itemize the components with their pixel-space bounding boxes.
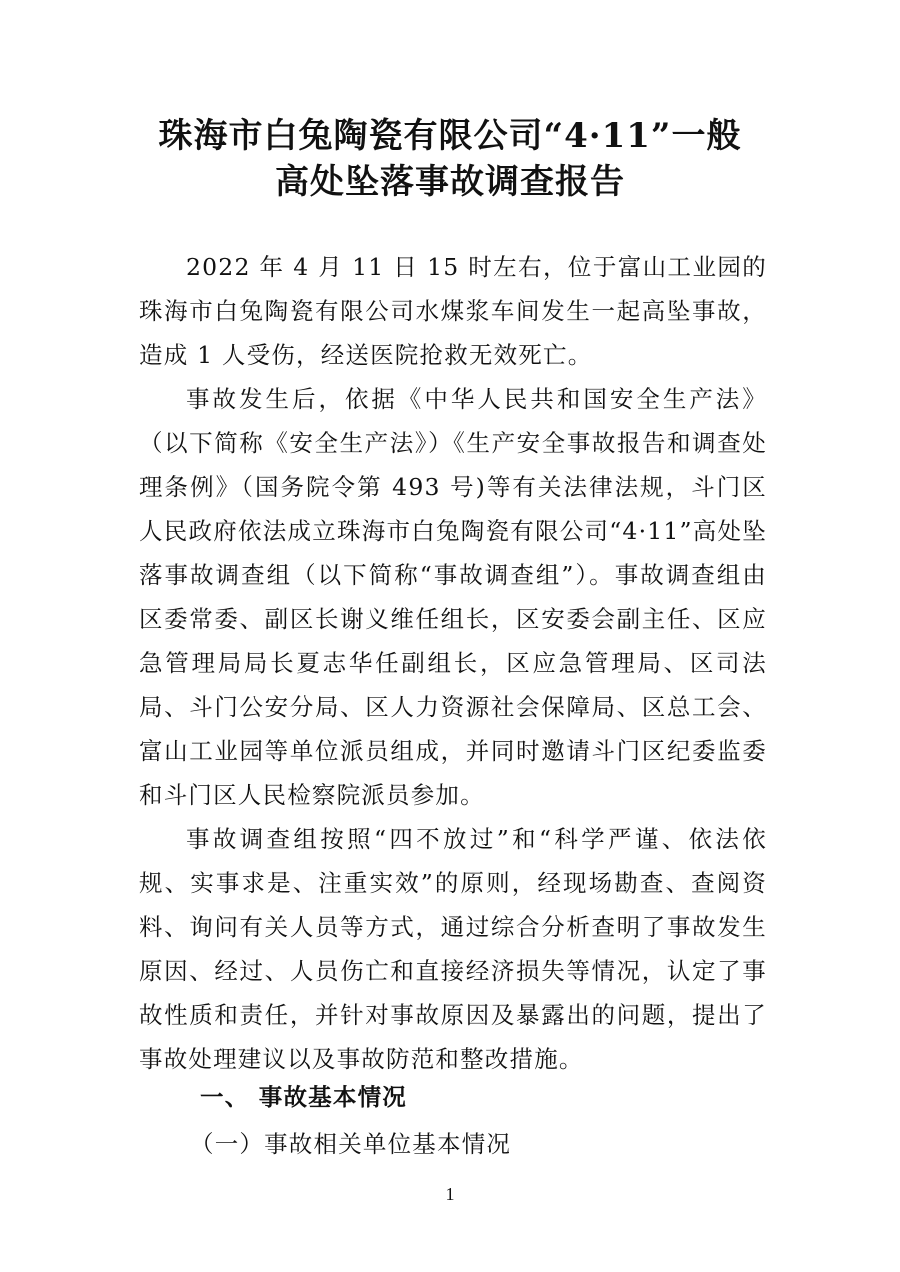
section-heading: 一、 事故基本情况	[200, 1083, 407, 1111]
paragraph-text: 事故发生后，依据《中华人民共和国安全生产法》（以下简称《安全生产法》）《生产安全事故报告和调查处理条例》（国务院令第 493 号)等有关法律法规，斗门区人民政府依法成立珠海市白兔陶瓷有限公司“4·11”高处坠落事故调查组（以下简称“事故调查组”）。事故调查组由区委常委、副区长谢义维任组长，区安委会副主任、区应急管理局局长夏志华任副组长，区应急管理局、区司法局、斗门公安分局、区人力资源社会保障局、区总工会、富山工业园等单位派员组成，并同时邀请斗门区纪委监委和斗门区人民检察院派员参加。	[139, 385, 767, 809]
page-number: 1	[445, 1184, 455, 1204]
paragraph-text: 2022 年 4 月 11 日 15 时左右，位于富山工业园的珠海市白兔陶瓷有限公司水煤浆车间发生一起高坠事故，造成 1 人受伤，经送医院抢救无效死亡。	[139, 253, 767, 369]
paragraph-text: 事故调查组按照“四不放过”和“科学严谨、依法依规、实事求是、注重实效”的原则，经现场勘查、查阅资料、询问有关人员等方式，通过综合分析查明了事故发生原因、经过、人员伤亡和直接经济损失等情况，认定了事故性质和责任，并针对事故原因及暴露出的问题，提出了事故处理建议以及事故防范和整改措施。	[139, 825, 767, 1073]
paragraph-investigation-team	[139, 377, 767, 817]
subsection-heading: （一）事故相关单位基本情况	[190, 1130, 512, 1158]
paragraph-incident-summary	[139, 245, 767, 377]
report-title-line-1: 珠海市白兔陶瓷有限公司“4·11”一般	[158, 116, 742, 156]
report-title-line-2: 高处坠落事故调查报告	[275, 162, 625, 202]
paragraph-investigation-principles	[139, 817, 767, 1081]
